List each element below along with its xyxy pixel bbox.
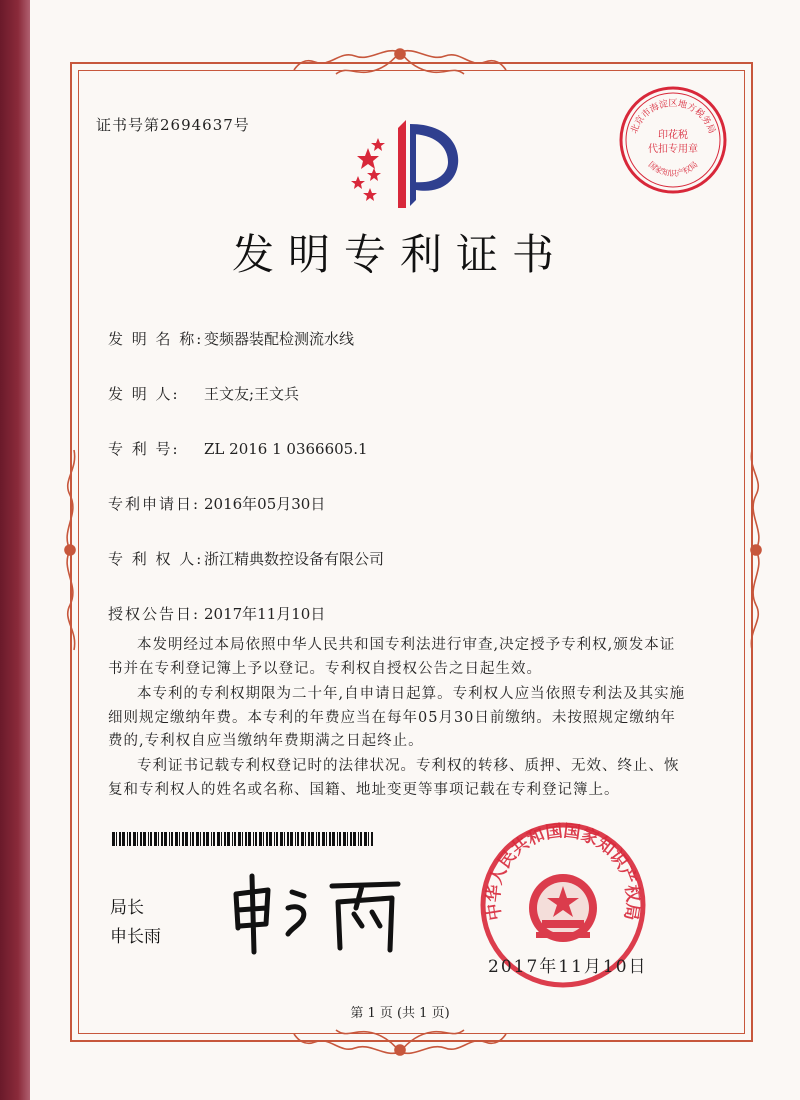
barcode-bar: [185, 832, 188, 846]
barcode-bar: [161, 832, 163, 846]
barcode-bar: [326, 832, 327, 846]
page-number: 第 1 页 (共 1 页): [350, 1006, 450, 1021]
barcode-bar: [269, 832, 272, 846]
barcode-bar: [350, 832, 352, 846]
field-value: 王文友;王文兵: [204, 385, 300, 403]
field-application-date: [108, 493, 325, 514]
barcode-bar: [353, 832, 356, 846]
barcode-bar: [158, 832, 159, 846]
barcode-bar: [245, 832, 247, 846]
barcode-bar: [368, 832, 369, 846]
barcode-bar: [284, 832, 285, 846]
field-label: 专 利 权 人:: [108, 550, 204, 568]
tax-stamp-bottom-text: 国家知识产权局: [646, 159, 700, 178]
barcode-bar: [164, 832, 167, 846]
field-label: 发 明 名 称:: [108, 330, 204, 348]
barcode-bar: [276, 832, 278, 846]
paragraph-3: 专利证书记载专利权登记时的法律状况。专利权的转移、质押、无效、终止、恢复和专利权人的姓名或名称、国籍、地址变更等事项记载在专利登记簿上。: [108, 758, 680, 798]
barcode-bar: [192, 832, 194, 846]
barcode-bar: [154, 832, 157, 846]
barcode-bar: [266, 832, 268, 846]
barcode-bar: [150, 832, 152, 846]
barcode-bar: [290, 832, 293, 846]
barcode-bar: [337, 832, 338, 846]
barcode-bar: [232, 832, 233, 846]
barcode-bar: [316, 832, 317, 846]
barcode-bar: [242, 832, 243, 846]
barcode-bar: [297, 832, 299, 846]
field-label: 专 利 号:: [108, 440, 180, 458]
field-grant-date: [108, 603, 325, 624]
barcode-bar: [318, 832, 320, 846]
barcode-bar: [308, 832, 310, 846]
paragraph-2: 本专利的专利权期限为二十年,自申请日起算。专利权人应当依照专利法及其实施细则规定缴纳年费。本专利的年费应当在每年05月30日前缴纳。未按照规定缴纳年费的,专利权自应当缴纳年费期满之日起终止。: [108, 686, 686, 749]
barcode-bar: [347, 832, 348, 846]
barcode-bar: [280, 832, 283, 846]
certificate-number: 证书号第2694637号: [96, 116, 250, 134]
barcode-bar: [322, 832, 325, 846]
binding-strip: [0, 0, 30, 1100]
seal-ring-text: 中华人民共和国国家知识产权局: [483, 821, 643, 922]
barcode-bar: [305, 832, 306, 846]
barcode-bar: [238, 832, 241, 846]
right-ornament: [736, 430, 770, 670]
barcode-bar: [148, 832, 149, 846]
barcode-bar: [224, 832, 226, 846]
paragraph-1: 本发明经过本局依照中华人民共和国专利法进行审查,决定授予专利权,颁发本证书并在专利登记簿上予以登记。专利权自授权公告之日起生效。: [108, 637, 676, 677]
tax-stamp-icon: [617, 84, 729, 196]
barcode-bar: [143, 832, 146, 846]
barcode-bar: [129, 832, 131, 846]
barcode-bar: [371, 832, 373, 846]
certificate-title: 发明专利证书: [231, 230, 568, 279]
field-label: 专利申请日:: [108, 495, 201, 513]
barcode-bar: [263, 832, 264, 846]
tax-stamp-inner-line1: 印花税: [658, 130, 688, 141]
field-value: 浙江精典数控设备有限公司: [204, 550, 385, 568]
barcode-bar: [206, 832, 209, 846]
barcode-bar: [301, 832, 304, 846]
barcode-bar: [175, 832, 178, 846]
field-inventors: [108, 383, 299, 404]
barcode-bar: [190, 832, 191, 846]
field-value: ZL 2016 1 0366605.1: [204, 440, 368, 458]
barcode-bar: [259, 832, 262, 846]
barcode-bar: [112, 832, 115, 846]
barcode-bar: [171, 832, 173, 846]
barcode-bar: [248, 832, 251, 846]
barcode-bar: [182, 832, 184, 846]
field-value: 2017年11月10日: [204, 605, 326, 623]
patent-office-logo-icon: [348, 118, 468, 210]
field-label: 授权公告日:: [108, 605, 201, 623]
barcode-bar: [169, 832, 170, 846]
barcode-bar: [137, 832, 138, 846]
barcode-bar: [311, 832, 314, 846]
barcode-bar: [133, 832, 136, 846]
barcode-bar: [179, 832, 180, 846]
tax-stamp-ring-text: 北京市海淀区地方税务局: [629, 99, 717, 136]
svg-text:国家知识产权局: [647, 160, 700, 178]
barcode-bar: [253, 832, 254, 846]
barcode-bar: [217, 832, 220, 846]
barcode-bar: [234, 832, 236, 846]
barcode-bar: [227, 832, 230, 846]
barcode-bar: [221, 832, 222, 846]
tax-stamp-inner-line2: 代扣专用章: [648, 144, 698, 155]
barcode-bar: [255, 832, 257, 846]
barcode-bar: [116, 832, 117, 846]
field-value: 变频器装配检测流水线: [204, 330, 355, 348]
left-ornament: [56, 430, 90, 670]
barcode-bar: [203, 832, 205, 846]
barcode-bar: [339, 832, 341, 846]
field-patentee: [108, 548, 384, 569]
barcode-bar: [200, 832, 201, 846]
barcode-bar: [343, 832, 346, 846]
barcode-bar: [329, 832, 331, 846]
director-name: 申长雨: [110, 927, 161, 947]
barcode-bar: [287, 832, 289, 846]
field-label: 发 明 人:: [108, 385, 180, 403]
barcode-bar: [119, 832, 121, 846]
barcode-bar: [127, 832, 128, 846]
field-invention-name: [108, 328, 354, 349]
field-patent-number: [108, 438, 368, 459]
top-ornament: [290, 44, 510, 84]
barcode-bar: [211, 832, 212, 846]
handwritten-signature: [222, 868, 412, 958]
barcode-bar: [140, 832, 142, 846]
barcode-bar: [122, 832, 125, 846]
seal-date: 2017年11月10日: [488, 957, 648, 977]
bottom-ornament: [290, 1020, 510, 1060]
barcode-bar: [295, 832, 296, 846]
barcode-bar: [274, 832, 275, 846]
barcode-bar: [364, 832, 367, 846]
barcode: [112, 832, 377, 846]
barcode-bar: [332, 832, 335, 846]
barcode-bar: [360, 832, 362, 846]
barcode-bar: [213, 832, 215, 846]
barcode-bar: [358, 832, 359, 846]
field-value: 2016年05月30日: [204, 495, 326, 513]
director-title: 局长: [110, 898, 144, 918]
barcode-bar: [196, 832, 199, 846]
